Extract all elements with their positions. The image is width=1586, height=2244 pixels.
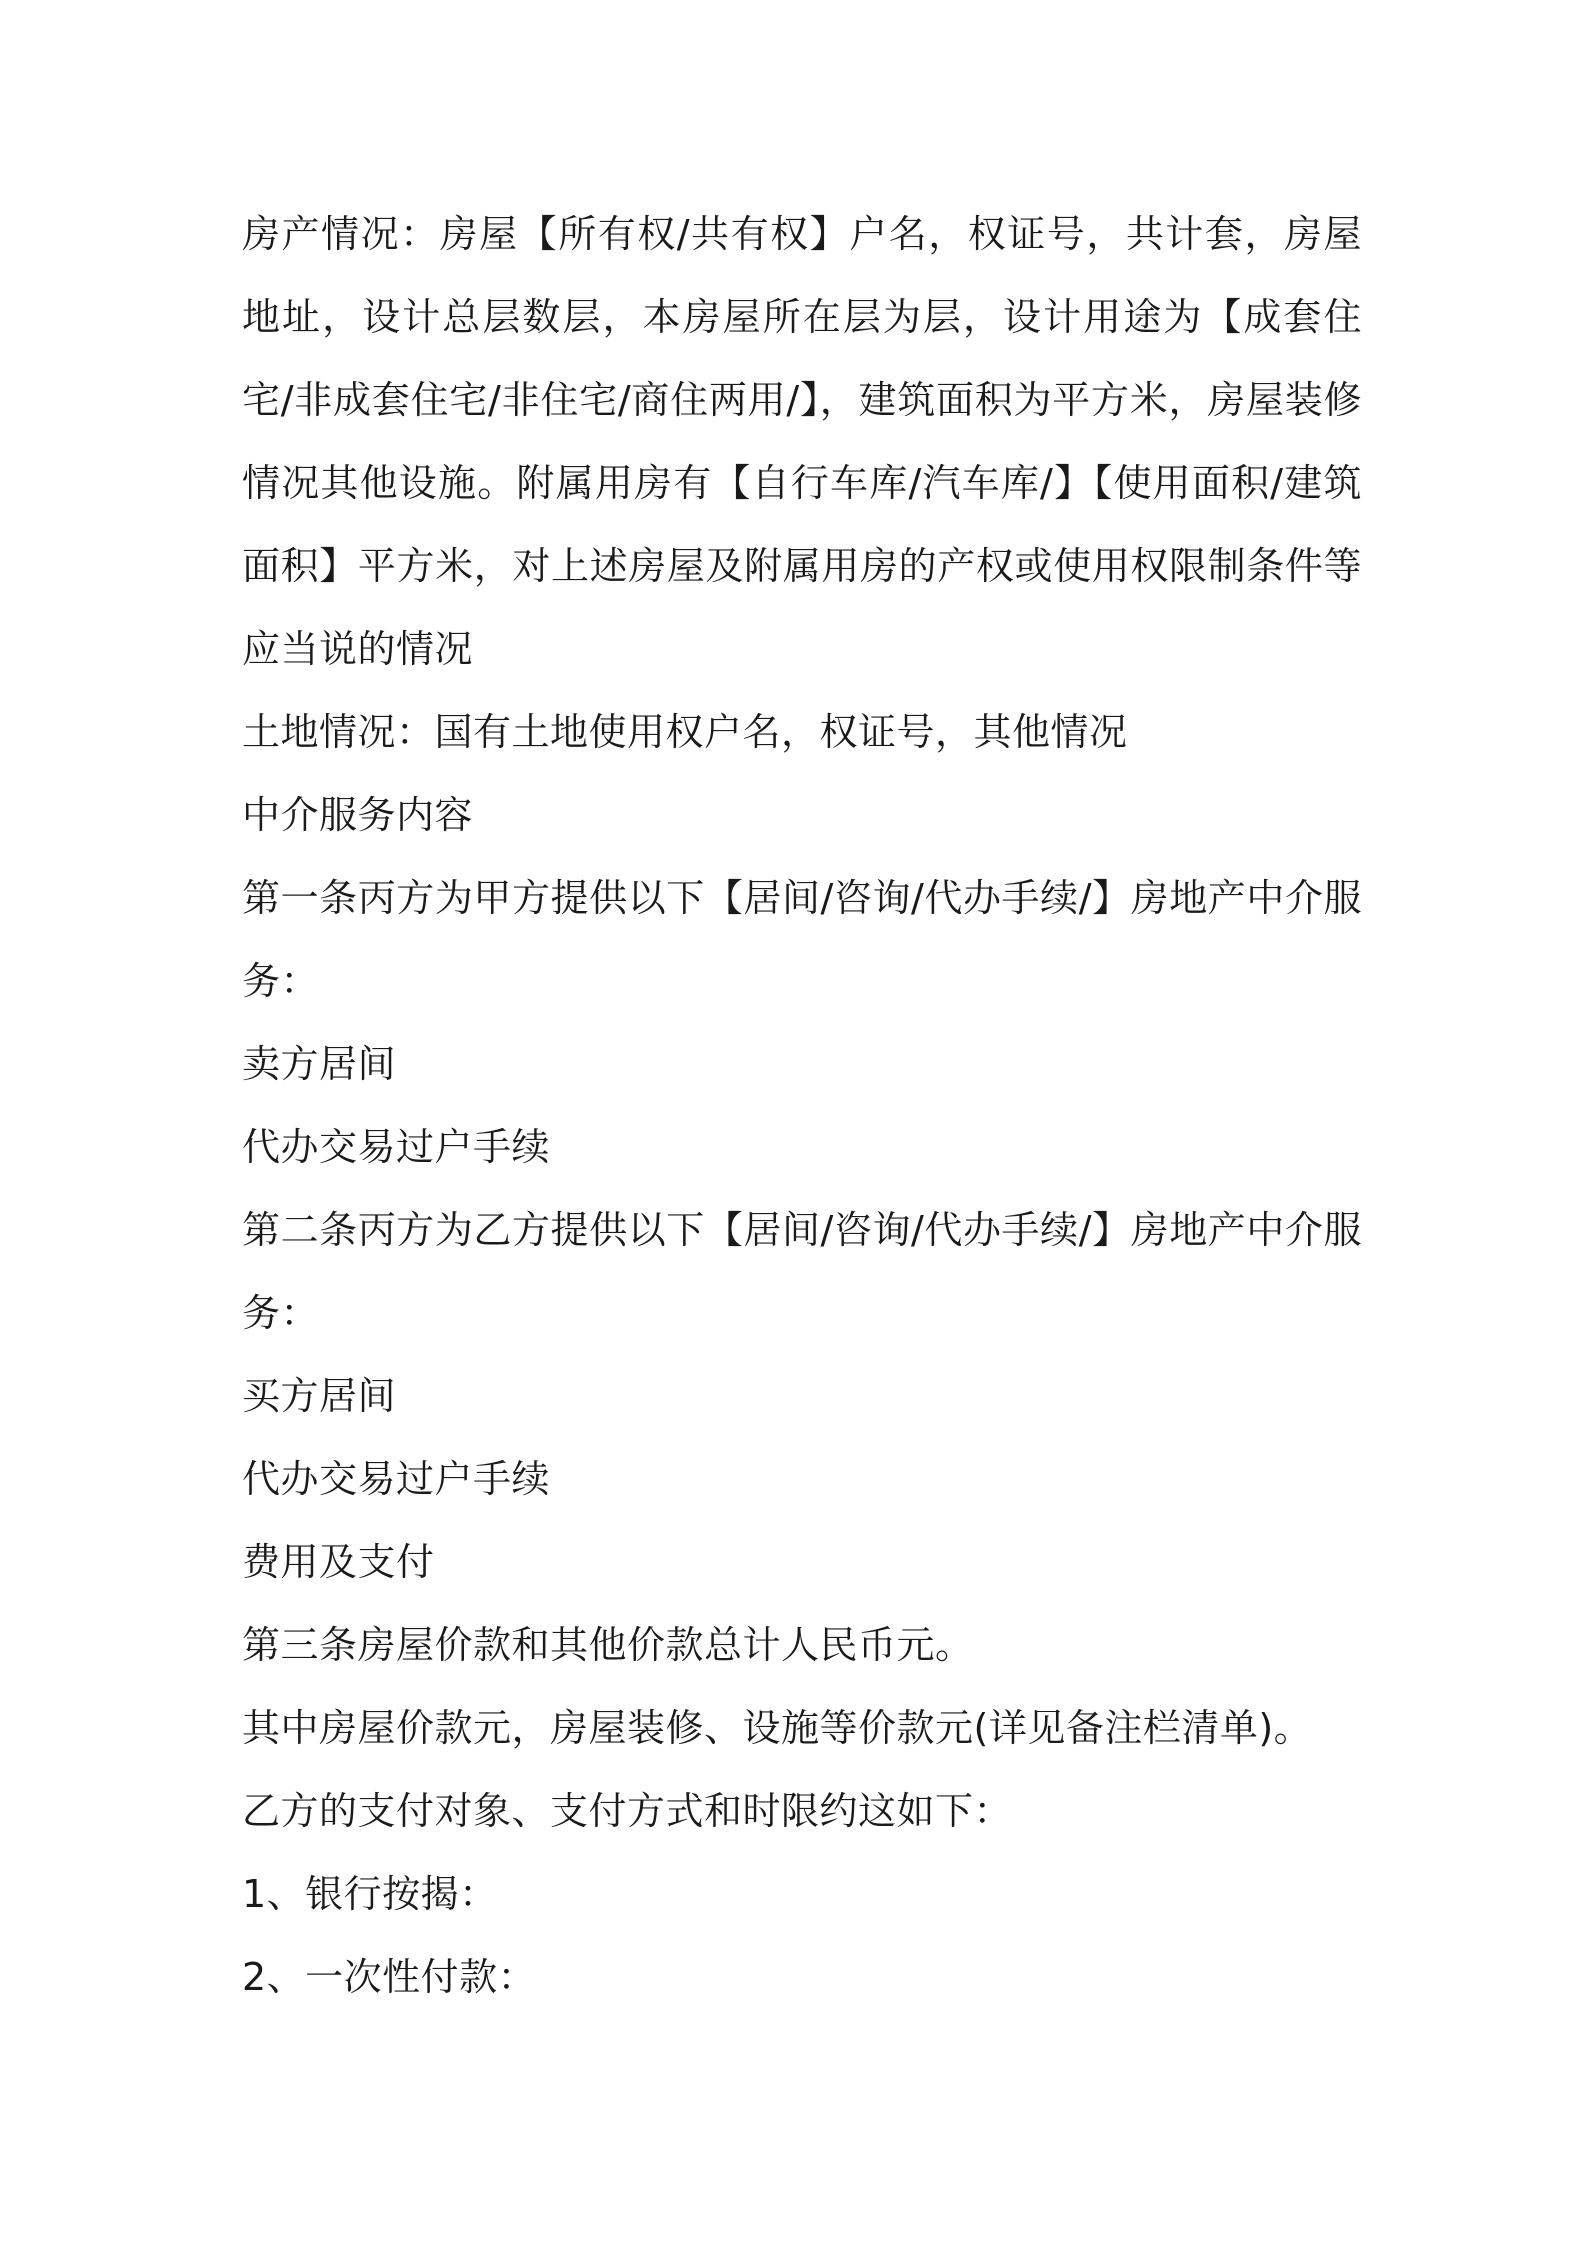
payment-option-lump-sum: 2、一次性付款： (242, 1955, 537, 1999)
section-heading-service: 中介服务内容 (242, 793, 474, 837)
article-2-paragraph: 第二条丙方为乙方提供以下【居间/咨询/代办手续/】房地产中介服务： (242, 1208, 1362, 1335)
article-1-paragraph: 第一条丙方为甲方提供以下【居间/咨询/代办手续/】房地产中介服务： (242, 876, 1362, 1003)
seller-brokerage-item: 卖方居间 (242, 1042, 397, 1086)
property-situation-paragraph: 房产情况：房屋【所有权/共有权】户名，权证号，共计套，房屋地址，设计总层数层，本房屋所在层为层，设计用途为【成套住宅/非成套住宅/非住宅/商住两用/】，建筑面积为平方米，房屋装修情况其他设施。附属用房有【自行车库/汽车库/】【使用面积/建筑面积】平方米，对上述房屋及附属用房的产权或使用权限制条件等应当说的情况 (242, 212, 1362, 671)
transfer-procedure-item-2: 代办交易过户手续 (242, 1457, 551, 1501)
price-breakdown-paragraph: 其中房屋价款元，房屋装修、设施等价款元(详见备注栏清单)。 (242, 1706, 1313, 1750)
transfer-procedure-item-1: 代办交易过户手续 (242, 1125, 551, 1169)
document-body (242, 193, 1362, 2019)
payment-option-mortgage: 1、银行按揭： (242, 1872, 498, 1916)
buyer-brokerage-item: 买方居间 (242, 1374, 397, 1418)
payment-terms-paragraph: 乙方的支付对象、支付方式和时限约这如下： (242, 1789, 1013, 1833)
land-situation-paragraph: 土地情况：国有土地使用权户名，权证号，其他情况 (242, 710, 1128, 754)
article-3-paragraph: 第三条房屋价款和其他价款总计人民币元。 (242, 1623, 974, 1667)
section-heading-fees: 费用及支付 (242, 1540, 435, 1584)
